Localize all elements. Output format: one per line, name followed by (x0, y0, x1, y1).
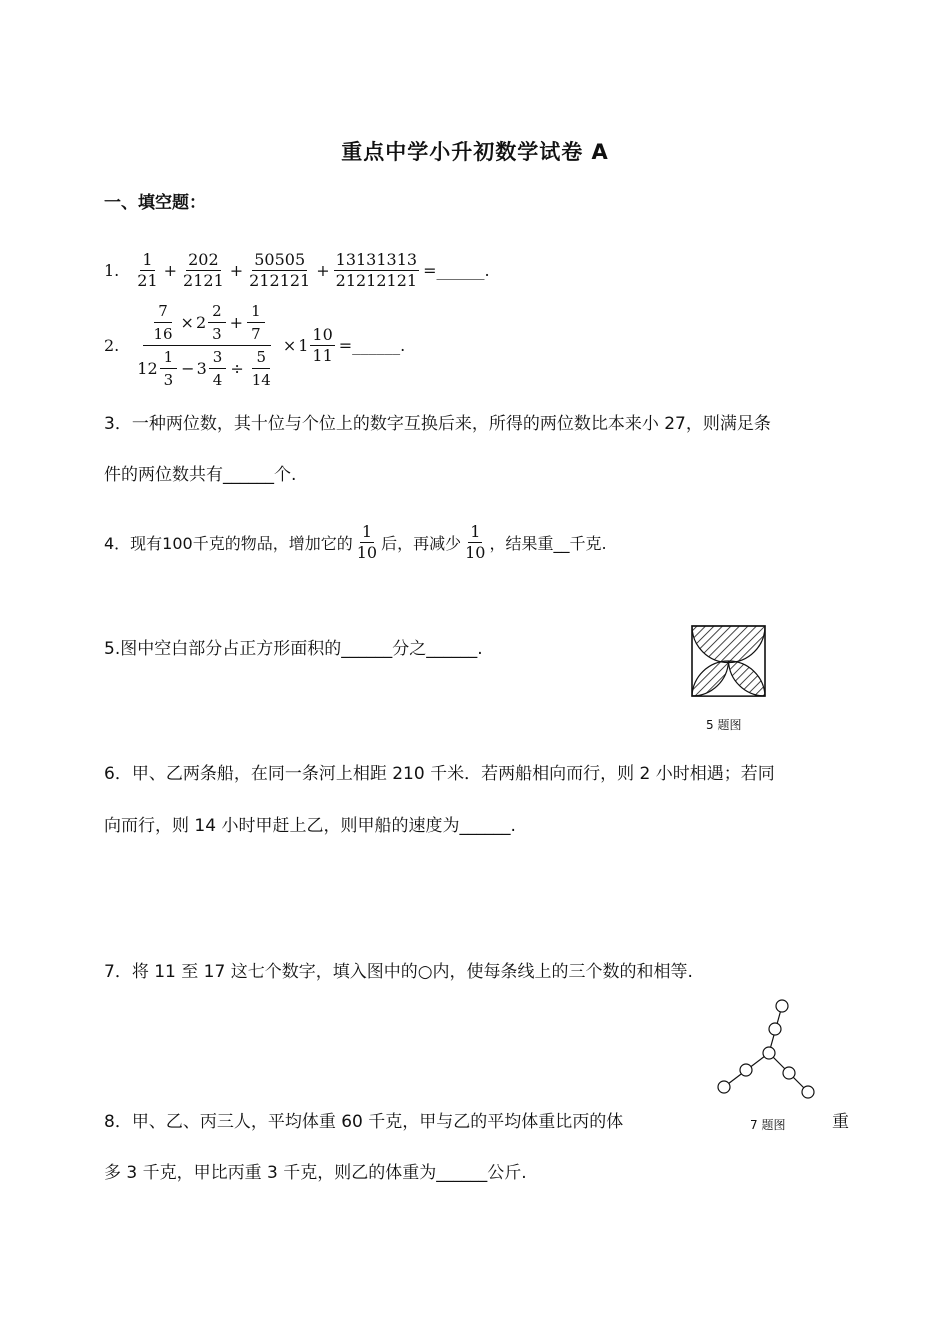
node-circle (776, 1000, 788, 1012)
complex-fraction: $\frac{7}{16}$ × 2 $\frac{2}{3}$ + $\frac{1}{7}$ 12 $\frac{1}{3}$ − 3 $\frac{3}{4}$ ÷ $\frac{5}{14}$ (137, 302, 271, 389)
question-6-line-2: 向而行，则 14 小时甲赶上乙，则甲船的速度为______. (104, 816, 516, 836)
fraction: $\frac{50505}{212121}$ (249, 250, 311, 290)
question-4: 4．现有100千克的物品，增加它的 $\frac{1}{10}$ 后，再减少 $\frac{1}{10}$ ，结果重__千克. (104, 522, 607, 562)
figure-7-star-graph (712, 994, 822, 1100)
fraction: $\frac{1}{21}$ (137, 250, 158, 290)
fraction: $\frac{1}{10}$ (465, 522, 486, 562)
question-8-line-1: 8．甲、乙、丙三人，平均体重 60 千克，甲与乙的平均体重比丙的体 (104, 1112, 624, 1132)
question-8-line-2: 多 3 千克，甲比丙重 3 千克，则乙的体重为______公斤. (104, 1163, 527, 1183)
fraction: $\frac{1}{10}$ (356, 522, 378, 562)
question-7: 7．将 11 至 17 这七个数字，填入图中的○内，使每条线上的三个数的和相等. (104, 962, 693, 982)
question-3-line-1: 3．一种两位数，其十位与个位上的数字互换后来，所得的两位数比本来小 27，则满足条 (104, 414, 771, 434)
answer-blank: =______. (423, 261, 490, 280)
question-5: 5.图中空白部分占正方形面积的______分之______. (104, 639, 483, 659)
question-number: 1. (104, 261, 120, 280)
figure-7-caption: 7 题图 (750, 1118, 786, 1132)
question-8-line-1-end: 重 (832, 1112, 849, 1132)
page-title: 重点中学小升初数学试卷 A (341, 140, 609, 164)
node-circle (769, 1023, 781, 1035)
answer-blank: =______. (338, 336, 406, 355)
question-2: 2. $\frac{7}{16}$ × 2 $\frac{2}{3}$ + $\frac{1}{7}$ 12 $\frac{1}{3}$ − 3 $\frac{3}{4}$ ÷ $\frac{5}{14}$ × 1 $\frac{10}{11}$ =______. (104, 302, 406, 389)
node-circle (783, 1067, 795, 1079)
question-6-line-1: 6．甲、乙两条船，在同一条河上相距 210 千米．若两船相向而行，则 2 小时相遇；若同 (104, 764, 775, 784)
section-heading: 一、填空题： (104, 193, 206, 213)
figure-5-caption: 5 题图 (706, 718, 742, 732)
node-circle (802, 1086, 814, 1098)
node-circle (740, 1064, 752, 1076)
question-number: 2. (104, 336, 120, 355)
mixed-number: 1 $\frac{10}{11}$ (298, 325, 333, 365)
fraction: $\frac{202}{2121}$ (183, 250, 224, 290)
figure-5-square (690, 624, 768, 698)
question-3-line-2: 件的两位数共有______个. (104, 465, 297, 485)
fraction: $\frac{13131313}{21212121}$ (335, 250, 418, 290)
node-circle (718, 1081, 730, 1093)
node-circle (763, 1047, 775, 1059)
question-1: 1. $\frac{1}{21}$ + $\frac{202}{2121}$ + $\frac{50505}{212121}$ + $\frac{13131313}{21212121}$ =______. (104, 250, 490, 290)
